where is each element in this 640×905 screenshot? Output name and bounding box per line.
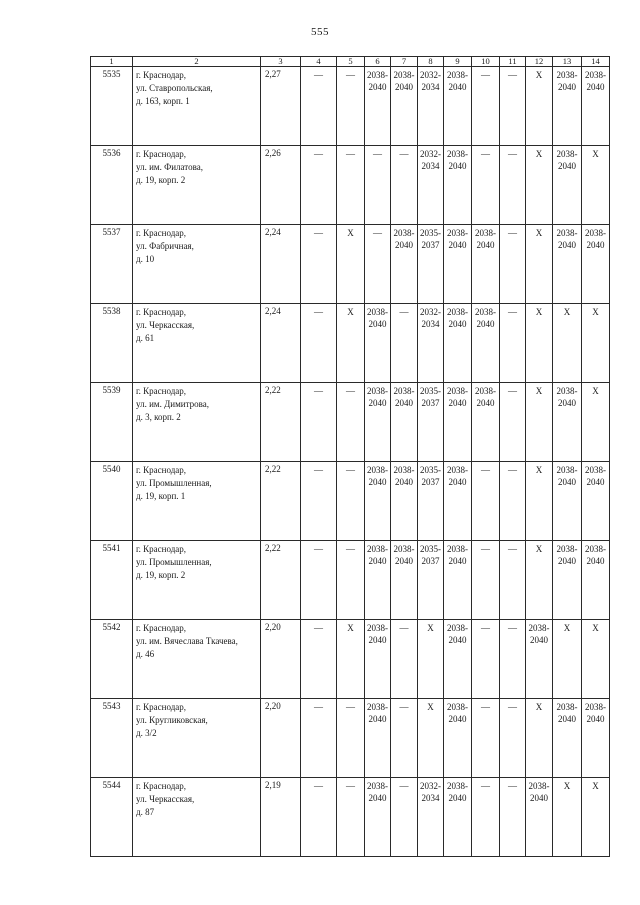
schedule-cell: 2038-2040 bbox=[444, 304, 472, 383]
schedule-cell: 2038-2040 bbox=[444, 146, 472, 225]
area-cell: 2,24 bbox=[261, 304, 301, 383]
schedule-cell: 2038-2040 bbox=[582, 699, 610, 778]
schedule-cell: X bbox=[337, 620, 365, 699]
schedule-cell: 2038-2040 bbox=[444, 462, 472, 541]
schedule-cell: — bbox=[337, 699, 365, 778]
schedule-cell: 2038-2040 bbox=[365, 462, 391, 541]
column-header: 9 bbox=[444, 57, 472, 67]
schedule-cell: — bbox=[337, 67, 365, 146]
address-line: г. Краснодар, bbox=[136, 781, 187, 791]
row-number: 5542 bbox=[91, 620, 133, 699]
address-line: ул. Фабричная, bbox=[136, 241, 194, 251]
column-header: 5 bbox=[337, 57, 365, 67]
address-line: ул. Кругликовская, bbox=[136, 715, 208, 725]
schedule-cell: X bbox=[526, 541, 553, 620]
schedule-cell: — bbox=[472, 462, 500, 541]
schedule-cell: X bbox=[553, 620, 582, 699]
schedule-cell: — bbox=[301, 225, 337, 304]
address-line: д. 163, корп. 1 bbox=[136, 96, 190, 106]
schedule-cell: 2038-2040 bbox=[444, 225, 472, 304]
column-header: 14 bbox=[582, 57, 610, 67]
schedule-cell: X bbox=[582, 383, 610, 462]
address-line: ул. Промышленная, bbox=[136, 478, 212, 488]
schedule-cell: 2038-2040 bbox=[365, 778, 391, 857]
schedule-cell: X bbox=[337, 304, 365, 383]
address-cell bbox=[133, 462, 261, 541]
schedule-cell: — bbox=[337, 383, 365, 462]
schedule-cell: X bbox=[582, 304, 610, 383]
column-header: 13 bbox=[553, 57, 582, 67]
schedule-cell: 2038-2040 bbox=[582, 541, 610, 620]
table-row bbox=[91, 541, 610, 620]
schedule-cell: 2038-2040 bbox=[444, 699, 472, 778]
row-number: 5541 bbox=[91, 541, 133, 620]
schedule-cell: 2038-2040 bbox=[553, 225, 582, 304]
address-cell bbox=[133, 304, 261, 383]
schedule-cell: X bbox=[418, 699, 444, 778]
table-row bbox=[91, 383, 610, 462]
header-row bbox=[91, 57, 610, 67]
address-line: д. 19, корп. 2 bbox=[136, 175, 186, 185]
schedule-cell: X bbox=[526, 67, 553, 146]
schedule-cell: 2038-2040 bbox=[526, 778, 553, 857]
address-cell bbox=[133, 699, 261, 778]
schedule-cell: X bbox=[582, 778, 610, 857]
address-line: ул. Черкасская, bbox=[136, 794, 195, 804]
address-line: ул. им. Димитрова, bbox=[136, 399, 209, 409]
schedule-cell: 2035-2037 bbox=[418, 462, 444, 541]
schedule-cell: — bbox=[391, 620, 418, 699]
column-header: 12 bbox=[526, 57, 553, 67]
address-line: д. 3/2 bbox=[136, 728, 157, 738]
schedule-cell: 2038-2040 bbox=[444, 541, 472, 620]
address-line: д. 61 bbox=[136, 333, 155, 343]
address-line: г. Краснодар, bbox=[136, 149, 187, 159]
schedule-cell: X bbox=[526, 699, 553, 778]
schedule-cell: — bbox=[365, 225, 391, 304]
row-number: 5535 bbox=[91, 67, 133, 146]
schedule-cell: 2038-2040 bbox=[553, 67, 582, 146]
area-cell: 2,19 bbox=[261, 778, 301, 857]
area-cell: 2,27 bbox=[261, 67, 301, 146]
schedule-cell: — bbox=[472, 778, 500, 857]
address-line: г. Краснодар, bbox=[136, 386, 187, 396]
schedule-cell: — bbox=[365, 146, 391, 225]
row-number: 5536 bbox=[91, 146, 133, 225]
schedule-cell: — bbox=[391, 699, 418, 778]
address-cell bbox=[133, 778, 261, 857]
schedule-cell: 2035-2037 bbox=[418, 383, 444, 462]
address-line: г. Краснодар, bbox=[136, 70, 187, 80]
column-header: 1 bbox=[91, 57, 133, 67]
schedule-cell: X bbox=[582, 146, 610, 225]
address-line: д. 87 bbox=[136, 807, 155, 817]
address-line: г. Краснодар, bbox=[136, 544, 187, 554]
schedule-cell: 2032-2034 bbox=[418, 146, 444, 225]
address-line: г. Краснодар, bbox=[136, 307, 187, 317]
address-cell bbox=[133, 67, 261, 146]
page-number: 555 bbox=[311, 26, 329, 38]
schedule-cell: — bbox=[472, 620, 500, 699]
schedule-cell: 2038-2040 bbox=[365, 541, 391, 620]
schedule-cell: 2038-2040 bbox=[444, 620, 472, 699]
schedule-cell: 2038-2040 bbox=[444, 67, 472, 146]
schedule-cell: X bbox=[526, 383, 553, 462]
address-cell bbox=[133, 541, 261, 620]
schedule-cell: 2038-2040 bbox=[582, 462, 610, 541]
schedule-cell: 2038-2040 bbox=[582, 225, 610, 304]
schedule-cell: — bbox=[500, 146, 526, 225]
address-cell bbox=[133, 225, 261, 304]
schedule-cell: 2038-2040 bbox=[553, 462, 582, 541]
column-header: 8 bbox=[418, 57, 444, 67]
schedule-cell: X bbox=[526, 462, 553, 541]
schedule-cell: — bbox=[500, 620, 526, 699]
schedule-cell: 2038-2040 bbox=[391, 541, 418, 620]
schedule-cell: X bbox=[553, 778, 582, 857]
table-row bbox=[91, 304, 610, 383]
schedule-cell: — bbox=[391, 778, 418, 857]
schedule-cell: 2038-2040 bbox=[553, 699, 582, 778]
schedule-cell: 2038-2040 bbox=[472, 383, 500, 462]
schedule-cell: 2035-2037 bbox=[418, 225, 444, 304]
area-cell: 2,20 bbox=[261, 699, 301, 778]
column-header: 3 bbox=[261, 57, 301, 67]
schedule-cell: — bbox=[472, 146, 500, 225]
schedule-cell: — bbox=[472, 541, 500, 620]
schedule-cell: — bbox=[337, 541, 365, 620]
address-line: д. 10 bbox=[136, 254, 155, 264]
table-row bbox=[91, 462, 610, 541]
column-header: 10 bbox=[472, 57, 500, 67]
schedule-cell: — bbox=[500, 304, 526, 383]
schedule-cell: — bbox=[500, 67, 526, 146]
schedule-cell: 2035-2037 bbox=[418, 541, 444, 620]
schedule-cell: X bbox=[418, 620, 444, 699]
schedule-cell: — bbox=[472, 67, 500, 146]
address-line: д. 19, корп. 2 bbox=[136, 570, 186, 580]
schedule-cell: 2038-2040 bbox=[391, 225, 418, 304]
address-line: ул. им. Вячеслава Ткачева, bbox=[136, 636, 238, 646]
schedule-cell: 2038-2040 bbox=[444, 778, 472, 857]
schedule-cell: 2038-2040 bbox=[365, 304, 391, 383]
row-number: 5540 bbox=[91, 462, 133, 541]
column-header: 4 bbox=[301, 57, 337, 67]
schedule-cell: — bbox=[301, 462, 337, 541]
schedule-cell: 2038-2040 bbox=[391, 383, 418, 462]
column-header: 7 bbox=[391, 57, 418, 67]
table-row bbox=[91, 778, 610, 857]
area-cell: 2,26 bbox=[261, 146, 301, 225]
table-row bbox=[91, 699, 610, 778]
address-line: ул. им. Филатова, bbox=[136, 162, 203, 172]
address-line: г. Краснодар, bbox=[136, 702, 187, 712]
schedule-cell: 2038-2040 bbox=[553, 383, 582, 462]
schedule-cell: — bbox=[301, 541, 337, 620]
schedule-cell: 2038-2040 bbox=[365, 620, 391, 699]
table-row bbox=[91, 146, 610, 225]
schedule-cell: — bbox=[391, 304, 418, 383]
schedule-cell: — bbox=[500, 699, 526, 778]
schedule-cell: — bbox=[472, 699, 500, 778]
schedule-cell: — bbox=[301, 146, 337, 225]
schedule-cell: X bbox=[582, 620, 610, 699]
schedule-cell: — bbox=[500, 383, 526, 462]
address-line: д. 3, корп. 2 bbox=[136, 412, 181, 422]
row-number: 5539 bbox=[91, 383, 133, 462]
schedule-cell: 2038-2040 bbox=[582, 67, 610, 146]
schedule-cell: — bbox=[301, 67, 337, 146]
schedule-cell: 2032-2034 bbox=[418, 304, 444, 383]
schedule-cell: — bbox=[301, 778, 337, 857]
schedule-cell: — bbox=[500, 225, 526, 304]
address-line: ул. Черкасская, bbox=[136, 320, 195, 330]
schedule-cell: — bbox=[391, 146, 418, 225]
schedule-cell: — bbox=[500, 778, 526, 857]
address-line: г. Краснодар, bbox=[136, 465, 187, 475]
area-cell: 2,20 bbox=[261, 620, 301, 699]
schedule-cell: X bbox=[337, 225, 365, 304]
schedule-cell: — bbox=[337, 778, 365, 857]
schedule-cell: 2038-2040 bbox=[526, 620, 553, 699]
schedule-cell: — bbox=[301, 383, 337, 462]
column-header: 11 bbox=[500, 57, 526, 67]
area-cell: 2,22 bbox=[261, 462, 301, 541]
schedule-cell: — bbox=[301, 620, 337, 699]
schedule-cell: 2032-2034 bbox=[418, 67, 444, 146]
schedule-cell: 2038-2040 bbox=[365, 67, 391, 146]
schedule-cell: — bbox=[500, 462, 526, 541]
registry-table bbox=[90, 56, 610, 857]
schedule-cell: 2032-2034 bbox=[418, 778, 444, 857]
area-cell: 2,22 bbox=[261, 541, 301, 620]
table-row bbox=[91, 620, 610, 699]
schedule-cell: 2038-2040 bbox=[365, 383, 391, 462]
schedule-cell: 2038-2040 bbox=[553, 541, 582, 620]
area-cell: 2,22 bbox=[261, 383, 301, 462]
address-cell bbox=[133, 620, 261, 699]
table-row bbox=[91, 225, 610, 304]
column-header: 2 bbox=[133, 57, 261, 67]
schedule-cell: 2038-2040 bbox=[391, 67, 418, 146]
table-row bbox=[91, 67, 610, 146]
address-line: д. 46 bbox=[136, 649, 155, 659]
schedule-cell: 2038-2040 bbox=[444, 383, 472, 462]
schedule-cell: 2038-2040 bbox=[365, 699, 391, 778]
address-line: д. 19, корп. 1 bbox=[136, 491, 186, 501]
row-number: 5544 bbox=[91, 778, 133, 857]
schedule-cell: — bbox=[337, 462, 365, 541]
schedule-cell: 2038-2040 bbox=[472, 225, 500, 304]
address-line: ул. Промышленная, bbox=[136, 557, 212, 567]
address-line: ул. Ставропольская, bbox=[136, 83, 213, 93]
schedule-cell: X bbox=[526, 304, 553, 383]
address-line: г. Краснодар, bbox=[136, 623, 187, 633]
schedule-cell: 2038-2040 bbox=[391, 462, 418, 541]
schedule-cell: X bbox=[526, 146, 553, 225]
schedule-cell: X bbox=[553, 304, 582, 383]
schedule-cell: — bbox=[500, 541, 526, 620]
area-cell: 2,24 bbox=[261, 225, 301, 304]
schedule-cell: — bbox=[301, 699, 337, 778]
schedule-cell: X bbox=[526, 225, 553, 304]
schedule-cell: — bbox=[301, 304, 337, 383]
address-cell bbox=[133, 383, 261, 462]
column-header: 6 bbox=[365, 57, 391, 67]
row-number: 5543 bbox=[91, 699, 133, 778]
address-cell bbox=[133, 146, 261, 225]
row-number: 5537 bbox=[91, 225, 133, 304]
schedule-cell: 2038-2040 bbox=[553, 146, 582, 225]
schedule-cell: 2038-2040 bbox=[472, 304, 500, 383]
address-line: г. Краснодар, bbox=[136, 228, 187, 238]
schedule-cell: — bbox=[337, 146, 365, 225]
row-number: 5538 bbox=[91, 304, 133, 383]
